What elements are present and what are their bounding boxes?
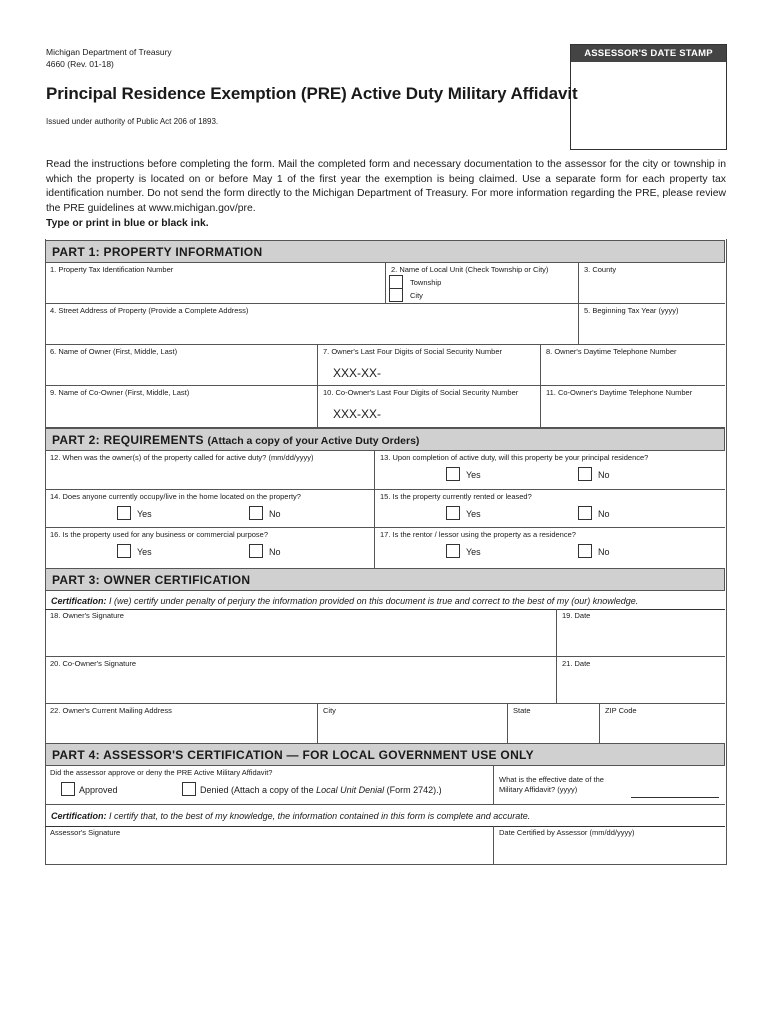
field-label: 11. Co-Owner's Daytime Telephone Number — [546, 388, 693, 397]
coowner-ssn-mask: XXX-XX- — [333, 407, 382, 421]
q15-question — [375, 490, 725, 528]
question-label: 16. Is the property used for any business or commercial purpose? — [50, 530, 269, 539]
part4-heading: PART 4: ASSESSOR'S CERTIFICATION — FOR LOCAL GOVERNMENT USE ONLY — [45, 743, 725, 766]
q15-no-checkbox[interactable] — [578, 506, 592, 520]
part3-heading: PART 3: OWNER CERTIFICATION — [45, 568, 725, 591]
part2-subtitle: (Attach a copy of your Active Duty Orders) — [207, 435, 420, 447]
city-label: City — [410, 291, 423, 300]
q16-no-checkbox[interactable] — [249, 544, 263, 558]
question-label: Did the assessor approve or deny the PRE Active Military Affidavit? — [50, 768, 273, 777]
q13-yes-checkbox[interactable] — [446, 467, 460, 481]
coowner-signature-field[interactable] — [45, 657, 557, 704]
field-label: 7. Owner's Last Four Digits of Social Security Number — [323, 347, 502, 356]
zip-code-field[interactable] — [600, 704, 725, 743]
field-label: Date Certified by Assessor (mm/dd/yyyy) — [499, 828, 635, 837]
q15-yes-checkbox[interactable] — [446, 506, 460, 520]
field-label: City — [323, 706, 336, 715]
field-label: 3. County — [584, 265, 617, 274]
field-label: 1. Property Tax Identification Number — [50, 265, 174, 274]
field-label: 19. Date — [562, 611, 591, 620]
assessor-signature-field[interactable] — [45, 826, 494, 864]
assessor-certification-text — [51, 811, 530, 821]
question-label: 17. Is the rentor / lessor using the property as a residence? — [380, 530, 576, 539]
instructions: Read the instructions before completing the form. Mail the completed form and necessary documentation to the assessor for the city or township in which the property is located on or before May 1 of the first year the exemption is being claimed. Use a separate form for each property tax identification number. Do not send the form directly to the Michigan Department of Treasury. For more information regarding the PRE, please review the PRE guidelines at www.michigan.gov/pre. — [46, 159, 726, 214]
owner-signature-field[interactable] — [45, 609, 557, 657]
field-label: 18. Owner's Signature — [50, 611, 124, 620]
township-label: Township — [410, 278, 442, 287]
effective-date-field[interactable] — [494, 766, 725, 805]
assessor-date-stamp-box — [570, 44, 727, 150]
q15-yes-label: Yes — [466, 509, 481, 519]
approved-label: Approved — [79, 785, 118, 795]
cert-body: I (we) certify under penalty of perjury the information provided on this document is true and correct to the best of my (our) knowledge. — [109, 596, 639, 606]
q14-no-label: No — [269, 509, 281, 519]
q16-yes-checkbox[interactable] — [117, 544, 131, 558]
field-label: ZIP Code — [605, 706, 637, 715]
question-label: 12. When was the owner(s) of the property called for active duty? (mm/dd/yyyy) — [50, 453, 314, 462]
field-label: 22. Owner's Current Mailing Address — [50, 706, 172, 715]
field-label: State — [513, 706, 531, 715]
field-label: What is the effective date of the Military Affidavit? (yyyy) — [499, 775, 604, 794]
q15-no-label: No — [598, 509, 610, 519]
q17-no-label: No — [598, 547, 610, 557]
coowner-date-field[interactable] — [557, 657, 725, 704]
owner-date-field[interactable] — [557, 609, 725, 657]
beginning-tax-year-field[interactable] — [579, 304, 725, 345]
question-label: 15. Is the property currently rented or leased? — [380, 492, 532, 501]
denied-label — [200, 785, 442, 795]
coowner-phone-field[interactable] — [541, 386, 725, 428]
field-label: Assessor's Signature — [50, 828, 121, 837]
field-label: 20. Co-Owner's Signature — [50, 659, 137, 668]
city-field[interactable] — [318, 704, 508, 743]
q16-yes-label: Yes — [137, 547, 152, 557]
field-label: 5. Beginning Tax Year (yyyy) — [584, 306, 679, 315]
form-number: 4660 (Rev. 01-18) — [46, 59, 114, 69]
date-certified-field[interactable] — [494, 826, 725, 864]
authority-note: Issued under authority of Public Act 206 of 1893. — [46, 117, 219, 126]
ink-note: Type or print in blue or black ink. — [46, 218, 209, 229]
state-field[interactable] — [508, 704, 600, 743]
denied-suffix: (Form 2742).) — [384, 785, 442, 795]
q12-active-duty-date-field[interactable] — [45, 451, 375, 490]
q17-yes-label: Yes — [466, 547, 481, 557]
stamp-label: ASSESSOR'S DATE STAMP — [571, 45, 726, 62]
question-label: 14. Does anyone currently occupy/live in the home located on the property? — [50, 492, 301, 501]
agency-name: Michigan Department of Treasury — [46, 47, 172, 57]
owner-name-field[interactable] — [45, 345, 318, 386]
cert-body: I certify that, to the best of my knowledge, the information contained in this form is complete and accurate. — [109, 811, 531, 821]
q17-no-checkbox[interactable] — [578, 544, 592, 558]
field-label: 10. Co-Owner's Last Four Digits of Social Security Number — [323, 388, 519, 397]
agency-header — [46, 46, 172, 70]
owner-phone-field[interactable] — [541, 345, 725, 386]
q13-question — [375, 451, 725, 490]
cert-label: Certification: — [51, 811, 107, 821]
q16-question — [45, 528, 375, 568]
field-label: 9. Name of Co-Owner (First, Middle, Last) — [50, 388, 190, 397]
q16-no-label: No — [269, 547, 281, 557]
part2-title: PART 2: REQUIREMENTS — [52, 433, 204, 447]
denied-form-name: Local Unit Denial — [316, 785, 385, 795]
coowner-name-field[interactable] — [45, 386, 318, 428]
property-tax-id-field[interactable] — [45, 263, 386, 304]
effective-date-line — [631, 797, 719, 798]
q14-question — [45, 490, 375, 528]
q13-no-label: No — [598, 470, 610, 480]
approved-checkbox[interactable] — [61, 782, 75, 796]
field-label: 6. Name of Owner (First, Middle, Last) — [50, 347, 178, 356]
owner-ssn-mask: XXX-XX- — [333, 366, 382, 380]
mailing-address-field[interactable] — [45, 704, 318, 743]
county-field[interactable] — [579, 263, 725, 304]
field-label: 2. Name of Local Unit (Check Township or City) — [391, 265, 549, 274]
city-checkbox[interactable] — [389, 288, 403, 302]
q14-yes-checkbox[interactable] — [117, 506, 131, 520]
denied-prefix: Denied (Attach a copy of the — [200, 785, 317, 795]
part1-heading: PART 1: PROPERTY INFORMATION — [45, 240, 725, 263]
field-label: 4. Street Address of Property (Provide a Complete Address) — [50, 306, 249, 315]
question-label: 13. Upon completion of active duty, will this property be your principal residence? — [380, 453, 649, 462]
cert-label: Certification: — [51, 596, 107, 606]
owner-certification-text — [51, 596, 638, 606]
q17-yes-checkbox[interactable] — [446, 544, 460, 558]
q13-no-checkbox[interactable] — [578, 467, 592, 481]
page-title: Principal Residence Exemption (PRE) Active Duty Military Affidavit — [46, 84, 578, 103]
township-checkbox[interactable] — [389, 275, 403, 289]
q14-yes-label: Yes — [137, 509, 152, 519]
denied-checkbox[interactable] — [182, 782, 196, 796]
street-address-field[interactable] — [45, 304, 579, 345]
field-label: 8. Owner's Daytime Telephone Number — [546, 347, 677, 356]
q17-question — [375, 528, 725, 568]
q13-yes-label: Yes — [466, 470, 481, 480]
field-label: 21. Date — [562, 659, 591, 668]
part2-heading — [45, 428, 725, 451]
q14-no-checkbox[interactable] — [249, 506, 263, 520]
